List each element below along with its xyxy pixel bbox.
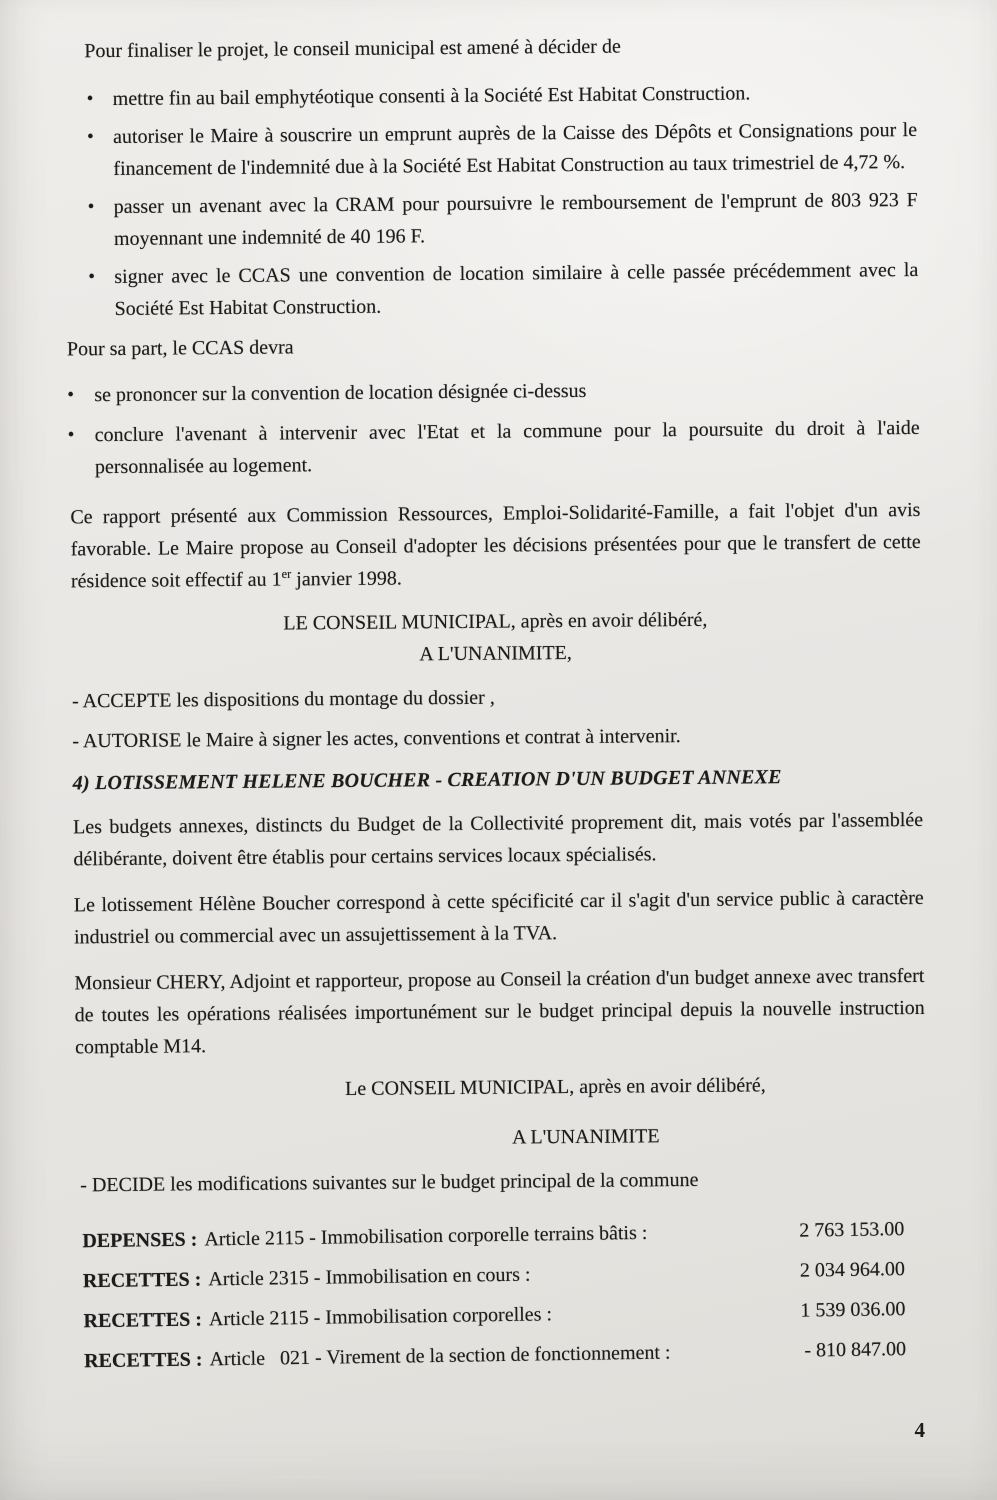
decision-accepte: - ACCEPTE les dispositions du montage du dossier , [71, 686, 495, 713]
report-paragraph [68, 494, 921, 597]
deliberation-block-1 [69, 602, 922, 673]
list-item [88, 184, 919, 255]
unanimity-line: A L'UNANIMITE, [419, 642, 572, 666]
bullet-icon: • [87, 196, 95, 218]
bullet-icon: • [67, 384, 75, 406]
row-type: RECETTES : [82, 1268, 202, 1293]
bullet-icon: • [86, 126, 94, 148]
table-row [83, 1293, 905, 1337]
row-type: RECETTES : [83, 1308, 203, 1333]
page-number: 4 [914, 1418, 925, 1442]
list-item [67, 372, 919, 411]
row-label [82, 1215, 744, 1257]
row-label [83, 1295, 745, 1337]
list-item [87, 76, 917, 115]
list-item-text: mettre fin au bail emphytéotique consenti à la Société Est Habitat Construction. [112, 82, 751, 110]
intro-paragraph: Pour finaliser le projet, le conseil municipal est amené à décider de [84, 35, 621, 63]
list-item-text: se prononcer sur la convention de location désignée ci-dessus [94, 379, 587, 407]
report-text-end: janvier 1998. [291, 567, 402, 591]
row-amount: - 810 847.00 [804, 1338, 907, 1362]
decision-lines [70, 678, 923, 757]
unanimity-line-2: A L'UNANIMITE [511, 1125, 660, 1149]
table-row [84, 1333, 906, 1377]
row-label [83, 1255, 745, 1297]
row-type: RECETTES : [83, 1348, 203, 1373]
list-item [87, 114, 918, 185]
budgets-annexes-paragraph: Les budgets annexes, distincts du Budget de la Collectivité proprement dit, mais votés par l'assemblée délibérante, doivent être établis pour certains services locaux spécialisés. [73, 808, 924, 871]
decision-autorise: - AUTORISE le Maire à signer les actes, conventions et contrat à intervenir. [72, 725, 681, 753]
ccas-intro: Pour sa part, le CCAS devra [66, 336, 294, 361]
ordinal-superscript: er [281, 566, 292, 581]
ccas-obligations-list [67, 372, 920, 483]
bullet-icon: • [67, 424, 75, 446]
row-desc: Article 2115 - Immobilisation corporelles : [208, 1303, 553, 1331]
deliberation-line: LE CONSEIL MUNICIPAL, après en avoir délibéré, [283, 608, 708, 635]
list-item [68, 412, 921, 483]
bullet-icon: • [88, 266, 96, 288]
row-desc: Article 2315 - Immobilisation en cours : [208, 1263, 531, 1291]
row-amount: 2 034 964.00 [799, 1258, 906, 1282]
table-row [82, 1213, 904, 1257]
lotissement-paragraph: Le lotissement Hélène Boucher correspond à cette spécificité car il s'agit d'un service public à caractère industriel ou commercial avec un assujettissement à la TVA. [73, 886, 924, 949]
bullet-icon: • [86, 88, 94, 110]
row-amount: 2 763 153.00 [799, 1218, 905, 1242]
list-item-text: passer un avenant avec la CRAM pour poursuivre le remboursement de l'emprunt de 803 923 F moyennant une indemnité de 40 196 F. [113, 188, 918, 250]
chery-paragraph: Monsieur CHERY, Adjoint et rapporteur, propose au Conseil la création d'un budget annexe avec transfert de toutes les opérations réalisées importunément sur le budget principal depuis la nouvelle instruction comptable M14. [74, 964, 925, 1059]
council-decisions-list [87, 76, 919, 325]
budget-modifications-table [74, 1213, 928, 1378]
list-item-text: signer avec le CCAS une convention de location similaire à celle passée précédemment avec la Société Est Habitat Construction. [114, 258, 919, 320]
row-desc: Article 2115 - Immobilisation corporelle terrains bâtis : [204, 1221, 648, 1251]
list-item-text: conclure l'avenant à intervenir avec l'Etat et la commune pour la poursuite du droit à l'aide personnalisée au logement. [94, 416, 920, 479]
row-label [84, 1335, 746, 1377]
report-text-start: Ce rapport présenté aux Commission Ressources, Emploi-Solidarité-Famille, a fait l'objet d'un avis favorable. Le Maire propose au Conseil d'adopter les décisions présentées pour que le transfert de cette résidence soit effectif au 1 [70, 498, 921, 593]
row-amount: 1 539 036.00 [800, 1298, 906, 1322]
row-desc: Article 021 - Virement de la section de fonctionnement : [209, 1341, 671, 1371]
deliberation-line-2: Le CONSEIL MUNICIPAL, après en avoir délibéré, [344, 1074, 766, 1101]
decide-line: - DECIDE les modifications suivantes sur le budget principal de la commune [80, 1168, 699, 1197]
list-item [88, 254, 919, 325]
section-4-heading: 4) LOTISSEMENT HELENE BOUCHER - CREATION D'UN BUDGET ANNEXE [72, 766, 782, 795]
row-type: DEPENSES : [82, 1228, 198, 1253]
list-item-text: autoriser le Maire à souscrire un emprunt auprès de la Caisse des Dépôts et Consignations pour le financement de l'indemnité due à la Société Est Habitat Construction au taux trimestriel de 4,72 %. [112, 118, 918, 180]
table-row [83, 1253, 905, 1297]
